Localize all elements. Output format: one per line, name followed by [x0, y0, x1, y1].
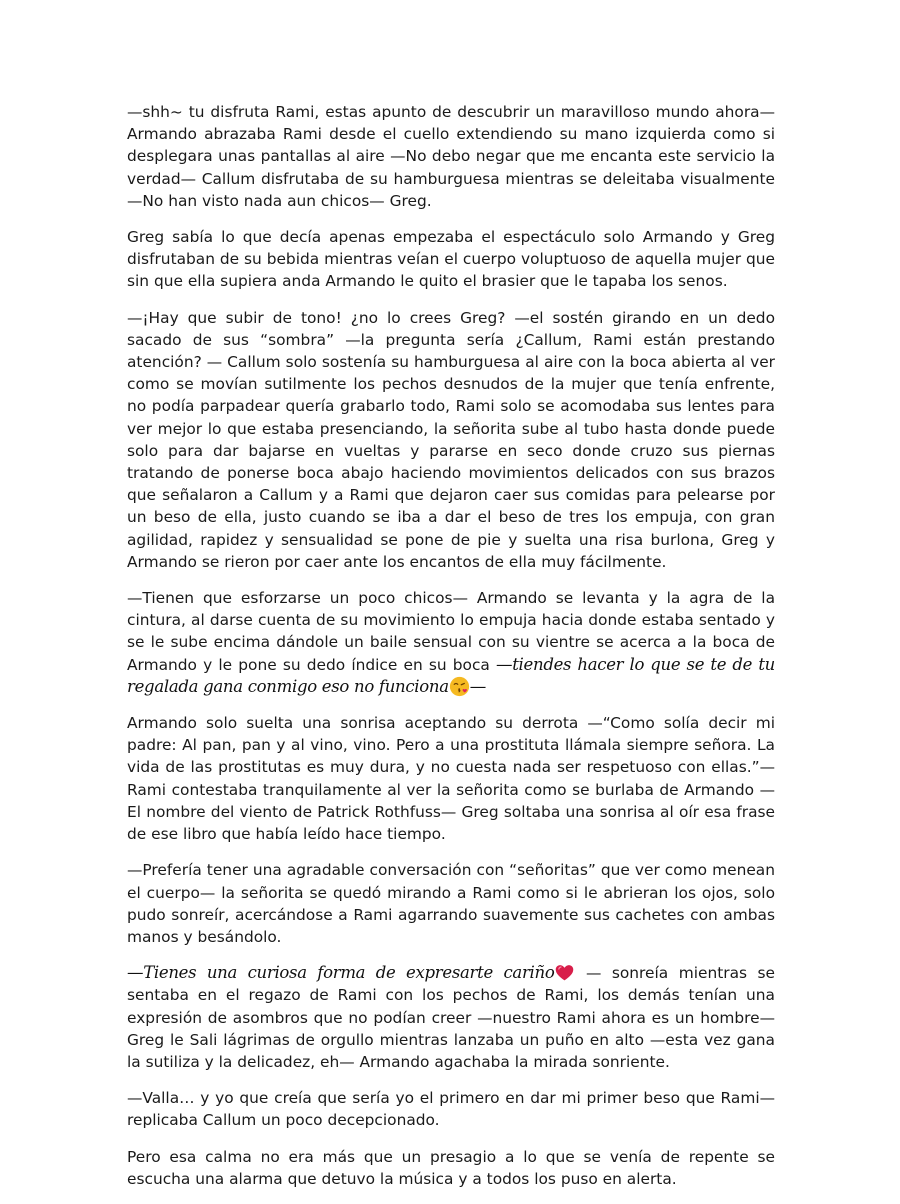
- paragraph-7-text: — sonreía mientras se sentaba en el regazo de Rami con los pechos de Rami, los demás tenían una expresión de asombros que no podían creer —nuestro Rami ahora es un hombre— Greg le Sali lágrimas de orgullo mientras lanzaba un puño en alto —esta vez gana la sutiliza y la delicadez, eh— Armando agachaba la mirada sonriente.: [127, 964, 776, 1071]
- handwritten-quote-2: —Tienes una curiosa forma de expresarte cariño: [127, 963, 555, 983]
- paragraph-5: Armando solo suelta una sonrisa aceptando su derrota —“Como solía decir mi padre: Al pan, pan y al vino, vino. Pero a una prostituta llámala siempre señora. La vida de las prostitutas es muy dura, y no cuesta nada ser respetuoso con ellas.”— Rami contestaba tranquilamente al ver la señorita como se burlaba de Armando —El nombre del viento de Patrick Rothfuss— Greg soltaba una sonrisa al oír esa frase de ese libro que había leído hace tiempo.: [127, 714, 775, 844]
- paragraph-1: —shh~ tu disfruta Rami, estas apunto de descubrir un maravilloso mundo ahora— Armando abrazaba Rami desde el cuello extendiendo su mano izquierda como si desplegara unas pantallas al aire —No debo negar que me encanta este servicio la verdad— Callum disfrutaba de su hamburguesa mientras se deleitaba visualmente —No han visto nada aun chicos— Greg.: [127, 103, 775, 210]
- document-page: [127, 101, 775, 1204]
- paragraph-4: [127, 587, 775, 698]
- paragraph-3: —¡Hay que subir de tono! ¿no lo crees Greg? —el sostén girando en un dedo sacado de sus “sombra” —la pregunta sería ¿Callum, Rami están prestando atención? — Callum solo sostenía su hamburguesa al aire con la boca abierta al ver como se movían sutilmente los pechos desnudos de la mujer que tenía enfrente, no podía parpadear quería grabarlo todo, Rami solo se acomodaba sus lentes para ver mejor lo que estaba presenciando, la señorita sube al tubo hasta donde puede solo para dar bajarse en vueltas y pararse en seco donde cruzo sus piernas tratando de ponerse boca abajo haciendo movimientos delicados con sus brazos que señalaron a Callum y a Rami que dejaron caer sus comidas para pelearse por un beso de ella, justo cuando se iba a dar el beso de tres los empuja, con gran agilidad, rapidez y sensualidad se pone de pie y suelta una risa burlona, Greg y Armando se rieron por caer ante los encantos de ella muy fácilmente.: [127, 308, 775, 571]
- paragraph-9: Pero esa calma no era más que un presagio a lo que se venía de repente se escucha una alarma que detuvo la música y a todos los puso en alerta.: [127, 1147, 775, 1188]
- handwritten-quote-1: —tiendes hacer lo que se te de tu regalada gana conmigo eso no funciona: [127, 654, 775, 696]
- paragraph-4-text: —Tienen que esforzarse un poco chicos— Armando se levanta y la agra de la cintura, al darse cuenta de su movimiento lo empuja hacia donde estaba sentado y se le sube encima dándole un baile sensual con su vientre se acerca a la boca de Armando y le pone su dedo índice en su boca: [127, 589, 775, 674]
- handwritten-quote-1-end: —: [469, 676, 486, 696]
- paragraph-2: Greg sabía lo que decía apenas empezaba el espectáculo solo Armando y Greg disfrutaban de su bebida mientras veían el cuerpo voluptuoso de aquella mujer que sin que ella supiera anda Armando le quito el brasier que le tapaba los senos.: [127, 228, 775, 291]
- paragraph-8: —Valla… y yo que creía que sería yo el primero en dar mi primer beso que Rami— replicaba Callum un poco decepcionado.: [127, 1089, 775, 1130]
- face-blowing-kiss-icon: [449, 676, 470, 697]
- heart-icon: [554, 962, 575, 983]
- paragraph-6: —Prefería tener una agradable conversación con “señoritas” que ver como menean el cuerpo— la señorita se quedó mirando a Rami como si le abrieran los ojos, solo pudo sonreír, acercándose a Rami agarrando suavemente sus cachetes con ambas manos y besándolo.: [127, 861, 775, 946]
- paragraph-7: [127, 962, 775, 1073]
